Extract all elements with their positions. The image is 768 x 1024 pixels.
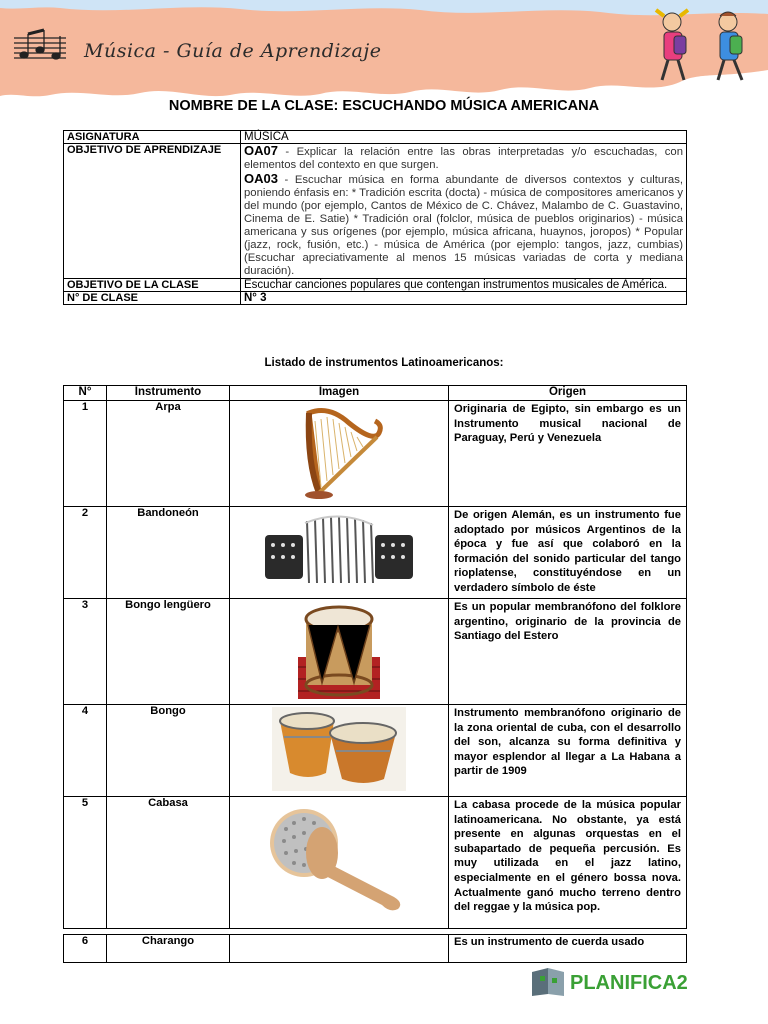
bombo-drum-icon (298, 601, 380, 699)
row-origin: Es un instrumento de cuerda usado (449, 935, 687, 963)
table-row (64, 292, 687, 305)
row-instrument: Bongo (107, 705, 230, 797)
table-row (64, 144, 687, 279)
row-image (230, 935, 449, 963)
row-num: 1 (64, 401, 107, 507)
row-origin: De origen Alemán, es un instrumento fue adoptado por músicos Argentinos de la época y fue así que colaboró en la formación del sonido particular del tango rioplatense, constituyéndose en un verdadero símbolo de éste (449, 507, 687, 599)
num-clase-value: N° 3 (241, 292, 687, 305)
clase-label: OBJETIVO DE LA CLASE (64, 279, 241, 292)
harp-icon (279, 403, 399, 501)
table-row (64, 705, 687, 797)
row-origin: Instrumento membranófono originario de la zona oriental de cuba, con el desarrollo del son, alcanza su forma definitiva y mayor esplendor al llegar a La Habana a partir de 1909 (449, 705, 687, 797)
list-title: Listado de instrumentos Latinoamericanos: (264, 357, 504, 369)
row-origin: Originaria de Egipto, sin embargo es un Instrumento musical nacional de Paraguay, Perú y Venezuela (449, 401, 687, 507)
oa07-text: - Explicar la relación entre las obras interpretadas y/o escuchadas, con elementos del contexto en que surgen. (244, 146, 683, 171)
banner-title: Música - Guía de Aprendizaje (84, 40, 382, 62)
row-instrument: Bongo lengüero (107, 599, 230, 705)
col-num: N° (64, 386, 107, 401)
objetivo-value (241, 144, 687, 279)
cabasa-icon (264, 799, 414, 911)
row-instrument: Arpa (107, 401, 230, 507)
row-instrument: Charango (107, 935, 230, 963)
row-image (230, 507, 449, 599)
page-title: NOMBRE DE LA CLASE: ESCUCHANDO MÚSICA AMERICANA (168, 98, 600, 114)
row-image (230, 705, 449, 797)
instrument-table (63, 385, 687, 929)
table-header (64, 386, 687, 401)
oa03-code: OA03 (244, 171, 278, 186)
oa03-text: - Escuchar música en forma abundante de diversos contextos y culturas, poniendo énfasis en: * Tradición escrita (docta) - música de compositores americanos y del mundo (por ejemplo, Cantos de México de C. Chávez, Malambo de C. Guastavino, Cinema de E. Satie) * Tradición oral (folclor, música de pueblos originarios) - música americana y sus orígenes (por ejemplo, música africana, huaynos, joropos) * Popular (jazz, rock, fusión, etc.) - música de América (por ejemplo: tangos, jazz, cumbias) (Escuchar apreciativamente al menos 15 músicas variadas de corta y mediana duración). (244, 174, 683, 277)
row-image (230, 599, 449, 705)
asignatura-value: MÚSICA (241, 131, 687, 144)
bongo-icon (272, 707, 406, 791)
clase-value: Escuchar canciones populares que contengan instrumentos musicales de América. (241, 279, 687, 292)
row-num: 6 (64, 935, 107, 963)
col-image: Imagen (230, 386, 449, 401)
row-origin: Es un popular membranófono del folklore argentino, originario de la provincia de Santiago del Estero (449, 599, 687, 705)
col-origin: Origen (449, 386, 687, 401)
bandoneon-icon (261, 509, 417, 593)
row-num: 4 (64, 705, 107, 797)
row-num: 3 (64, 599, 107, 705)
svg-text:PLANIFICA2: PLANIFICA2 (570, 972, 688, 994)
row-image (230, 401, 449, 507)
class-info-table (63, 130, 687, 305)
table-row (64, 401, 687, 507)
table-row (64, 599, 687, 705)
objetivo-label: OBJETIVO DE APRENDIZAJE (64, 144, 241, 279)
oa07-code: OA07 (244, 143, 278, 158)
table-row (64, 507, 687, 599)
row-instrument: Bandoneón (107, 507, 230, 599)
num-clase-label: N° DE CLASE (64, 292, 241, 305)
row-num: 5 (64, 797, 107, 929)
planifica2-logo (530, 964, 720, 998)
row-origin: La cabasa procede de la música popular latinoamericana. No obstante, ya está presente en algunas orquestas en el subapartado de pequeña percusión. Es muy utilizada en el jazz latino, especialmente en el género bossa nova. Actualmente ganó mucho terreno dentro del reggae y la música pop. (449, 797, 687, 929)
col-instrument: Instrumento (107, 386, 230, 401)
row-instrument: Cabasa (107, 797, 230, 929)
row-image (230, 797, 449, 929)
row-num: 2 (64, 507, 107, 599)
table-row (64, 131, 687, 144)
table-row (64, 935, 687, 963)
table-row (64, 279, 687, 292)
table-row (64, 797, 687, 929)
instrument-table-continued (63, 934, 687, 963)
asignatura-label: ASIGNATURA (64, 131, 241, 144)
book-icon (532, 968, 564, 996)
